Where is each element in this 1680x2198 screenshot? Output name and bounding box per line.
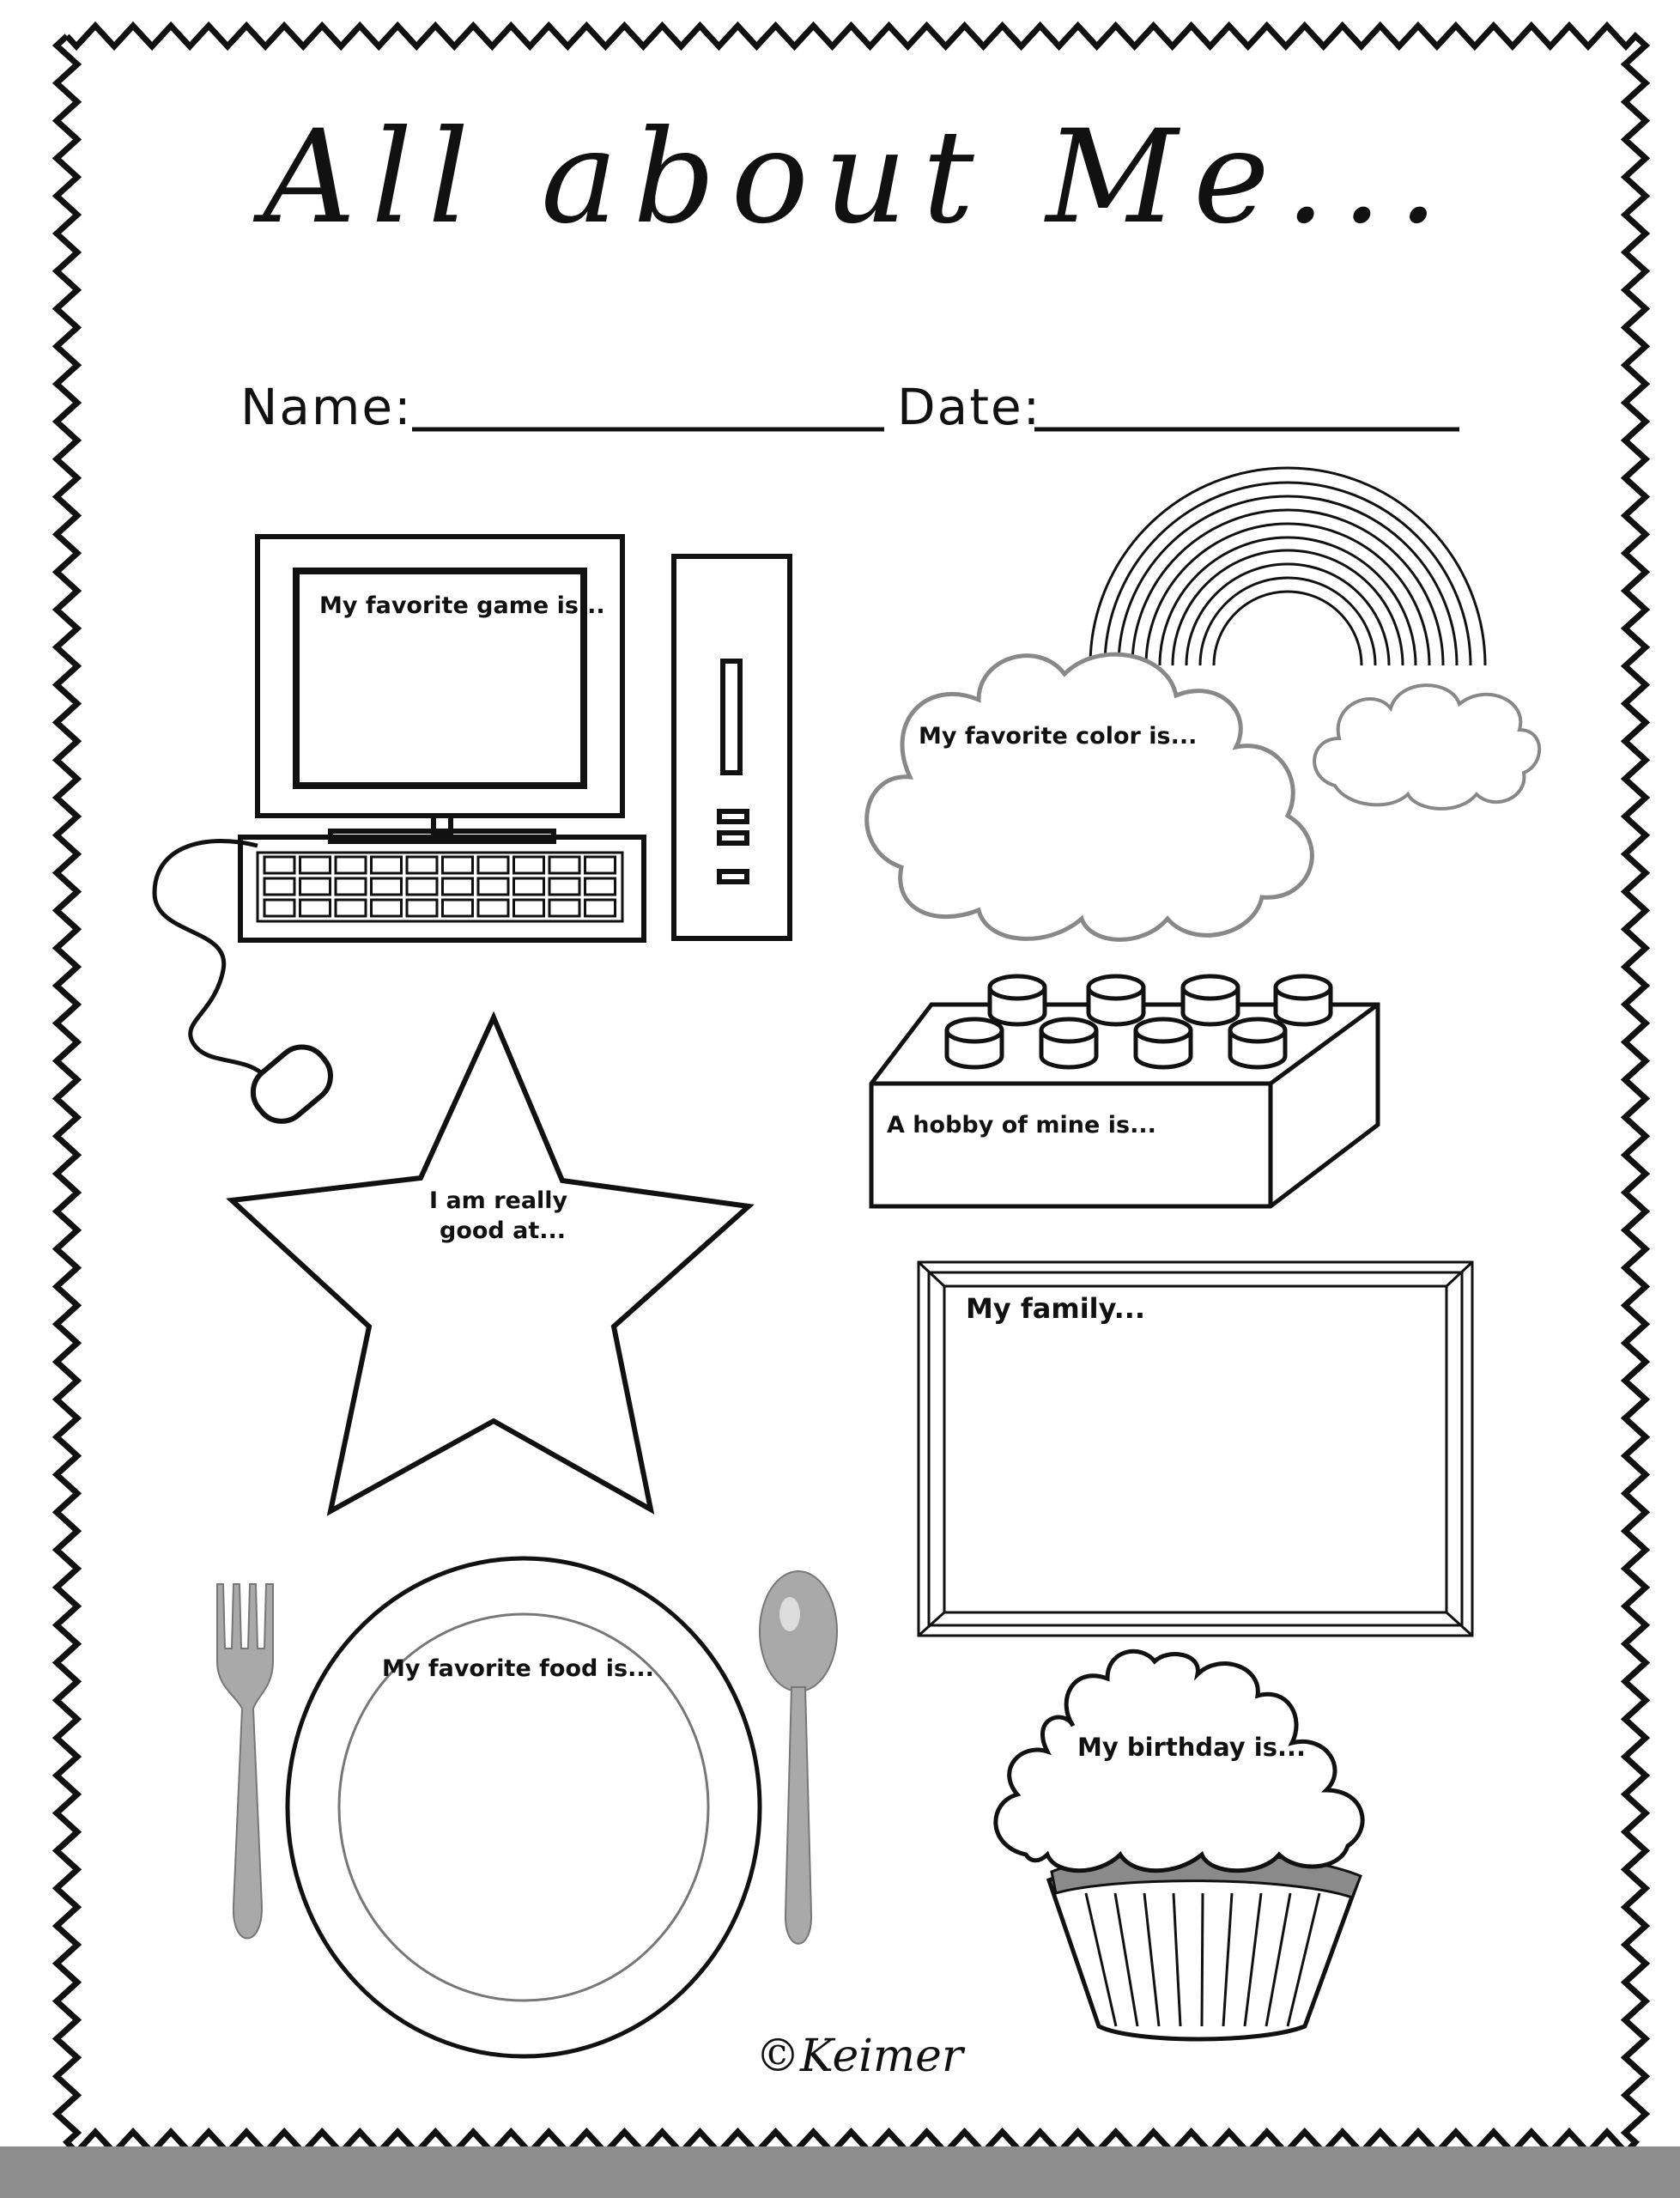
- keyboard-key: [585, 878, 616, 895]
- keyboard-key: [478, 900, 508, 916]
- footer-bar: [0, 2146, 1680, 2198]
- keyboard-key: [549, 878, 579, 895]
- keyboard-key: [407, 900, 437, 916]
- prompt-hobby: A hobby of mine is...: [887, 1112, 1156, 1138]
- lego-stud-top: [1089, 976, 1143, 999]
- star-icon: [232, 1017, 749, 1511]
- prompt-favorite-food: My favorite food is...: [382, 1655, 654, 1682]
- keyboard-key: [372, 878, 402, 895]
- cloud-icon: [867, 654, 1313, 939]
- lego-brick-icon: [871, 976, 1378, 1206]
- cupcake-liner-line: [1202, 1893, 1203, 2026]
- keyboard-key: [336, 900, 366, 916]
- keyboard-key: [514, 878, 544, 895]
- prompt-good-at-line2: good at...: [440, 1217, 567, 1244]
- name-label: Name:: [240, 378, 413, 436]
- keyboard-key: [549, 900, 579, 916]
- keyboard-key: [478, 857, 508, 873]
- keyboard-key: [407, 857, 437, 873]
- lego-stud-top: [947, 1019, 1002, 1041]
- keyboard-key: [300, 857, 331, 873]
- prompt-family: My family...: [966, 1292, 1146, 1325]
- keyboard-key: [300, 878, 331, 895]
- prompt-favorite-game: My favorite game is...: [319, 592, 605, 619]
- keyboard-key: [336, 857, 366, 873]
- prompt-birthday: My birthday is...: [1077, 1733, 1307, 1762]
- author-credit: ©Keimer: [755, 2031, 963, 2082]
- rainbow-icon: [1090, 468, 1485, 665]
- keyboard-key: [264, 900, 294, 916]
- fork-icon: [217, 1584, 273, 1939]
- keyboard-key: [478, 878, 508, 895]
- keyboard-key: [585, 900, 616, 916]
- keyboard-key: [443, 857, 473, 873]
- keyboard-key: [336, 878, 366, 895]
- keyboard-key: [443, 878, 473, 895]
- keyboard-key: [264, 857, 294, 873]
- lego-stud-top: [1136, 1019, 1191, 1041]
- keyboard-key: [549, 857, 579, 873]
- zigzag-border: [57, 26, 1646, 2152]
- cupcake-icon: [996, 1651, 1362, 2039]
- lego-stud-top: [1183, 976, 1238, 999]
- small-cloud-icon: [1314, 685, 1539, 809]
- lego-stud-top: [1041, 1019, 1096, 1041]
- prompt-good-at-line1: I am really: [429, 1187, 568, 1214]
- prompt-favorite-color: My favorite color is...: [919, 723, 1198, 750]
- keyboard-key: [514, 857, 544, 873]
- lego-stud-top: [1230, 1019, 1285, 1041]
- page-title: All about Me...: [263, 103, 1454, 252]
- date-label: Date:: [897, 378, 1042, 436]
- plate-icon: [288, 1558, 760, 2056]
- keyboard-key: [300, 900, 331, 916]
- keyboard-key: [407, 878, 437, 895]
- keyboard-key: [514, 900, 544, 916]
- computer-icon: [155, 537, 790, 1132]
- keyboard-key: [372, 900, 402, 916]
- lego-stud-top: [1276, 976, 1331, 999]
- keyboard-key: [443, 900, 473, 916]
- spoon-icon: [760, 1571, 837, 1944]
- keyboard-key: [372, 857, 402, 873]
- keyboard-key: [264, 878, 294, 895]
- keyboard-key: [585, 857, 616, 873]
- lego-stud-top: [990, 976, 1045, 999]
